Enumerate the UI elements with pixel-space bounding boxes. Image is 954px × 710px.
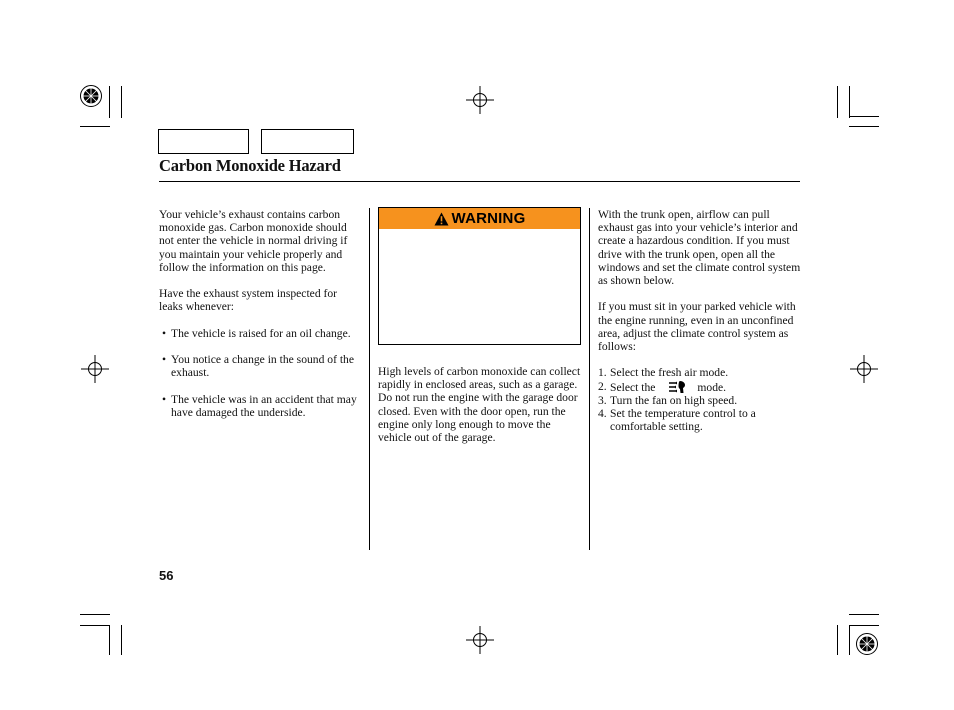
list-item	[159, 327, 357, 340]
list-item	[159, 393, 357, 419]
step-number: 2.	[598, 379, 607, 393]
section-tab-2[interactable]	[261, 129, 354, 154]
right-column	[598, 208, 802, 433]
parked-paragraph: If you must sit in your parked vehicle with the engine running, even in an unconfined area, adjust the climate control system as follows:	[598, 300, 796, 354]
column-divider	[369, 208, 370, 550]
warning-label: WARNING	[451, 210, 526, 227]
crosshair-icon	[81, 355, 109, 383]
step-text: mode.	[697, 380, 727, 394]
column-divider	[589, 208, 590, 550]
bullet-icon: •	[162, 326, 167, 340]
list-item	[598, 407, 802, 433]
crosshair-icon	[466, 86, 494, 114]
garage-paragraph: High levels of carbon monoxide can collect rapidly in enclosed areas, such as a garage. Do not run the engine with the garage door closed. Even with the door open, run the engine only long enough to move the vehicle out of the garage.	[378, 365, 581, 445]
list-item	[598, 380, 802, 394]
registration-mark-icon	[79, 84, 103, 108]
title-divider	[159, 181, 800, 182]
list-item	[159, 353, 357, 379]
middle-column	[378, 365, 581, 457]
left-column	[159, 208, 357, 432]
inspect-lead-paragraph: Have the exhaust system inspected for leaks whenever:	[159, 287, 338, 314]
list-item-text: The vehicle was in an accident that may have damaged the underside.	[171, 392, 357, 419]
crosshair-icon	[850, 355, 878, 383]
warning-triangle-icon	[434, 212, 449, 226]
section-tab-1[interactable]	[158, 129, 249, 154]
list-item-text: The vehicle is raised for an oil change.	[171, 326, 351, 340]
trunk-paragraph: With the trunk open, airflow can pull exhaust gas into your vehicle’s interior and create a hazardous condition. If you must drive with the trunk open, open all the windows and set the climate control system as shown below.	[598, 208, 801, 288]
inspection-bullet-list	[159, 327, 357, 419]
crosshair-icon	[466, 626, 494, 654]
warning-header	[379, 208, 580, 229]
list-item	[598, 394, 802, 407]
step-text: Turn the fan on high speed.	[610, 393, 738, 407]
intro-paragraph: Your vehicle’s exhaust contains carbon monoxide gas. Carbon monoxide should not enter the vehicle in normal driving if you maintain your vehicle properly and follow the information on this page.	[159, 208, 348, 274]
step-text: Select the	[610, 380, 656, 394]
bullet-icon: •	[162, 392, 167, 406]
page-number: 56	[159, 568, 174, 583]
bullet-icon: •	[162, 353, 167, 367]
climate-steps-list	[598, 366, 802, 433]
list-item	[598, 366, 802, 379]
page-title: Carbon Monoxide Hazard	[159, 156, 341, 175]
registration-mark-icon	[855, 632, 879, 656]
step-number: 3.	[598, 393, 607, 407]
vent-mode-icon	[667, 380, 687, 394]
step-text: Select the fresh air mode.	[610, 366, 729, 380]
list-item-text: You notice a change in the sound of the exhaust.	[171, 353, 354, 380]
step-text: Set the temperature control to a comfortable setting.	[610, 407, 756, 434]
step-number: 4.	[598, 407, 607, 421]
step-number: 1.	[598, 366, 607, 380]
warning-box	[378, 207, 581, 345]
